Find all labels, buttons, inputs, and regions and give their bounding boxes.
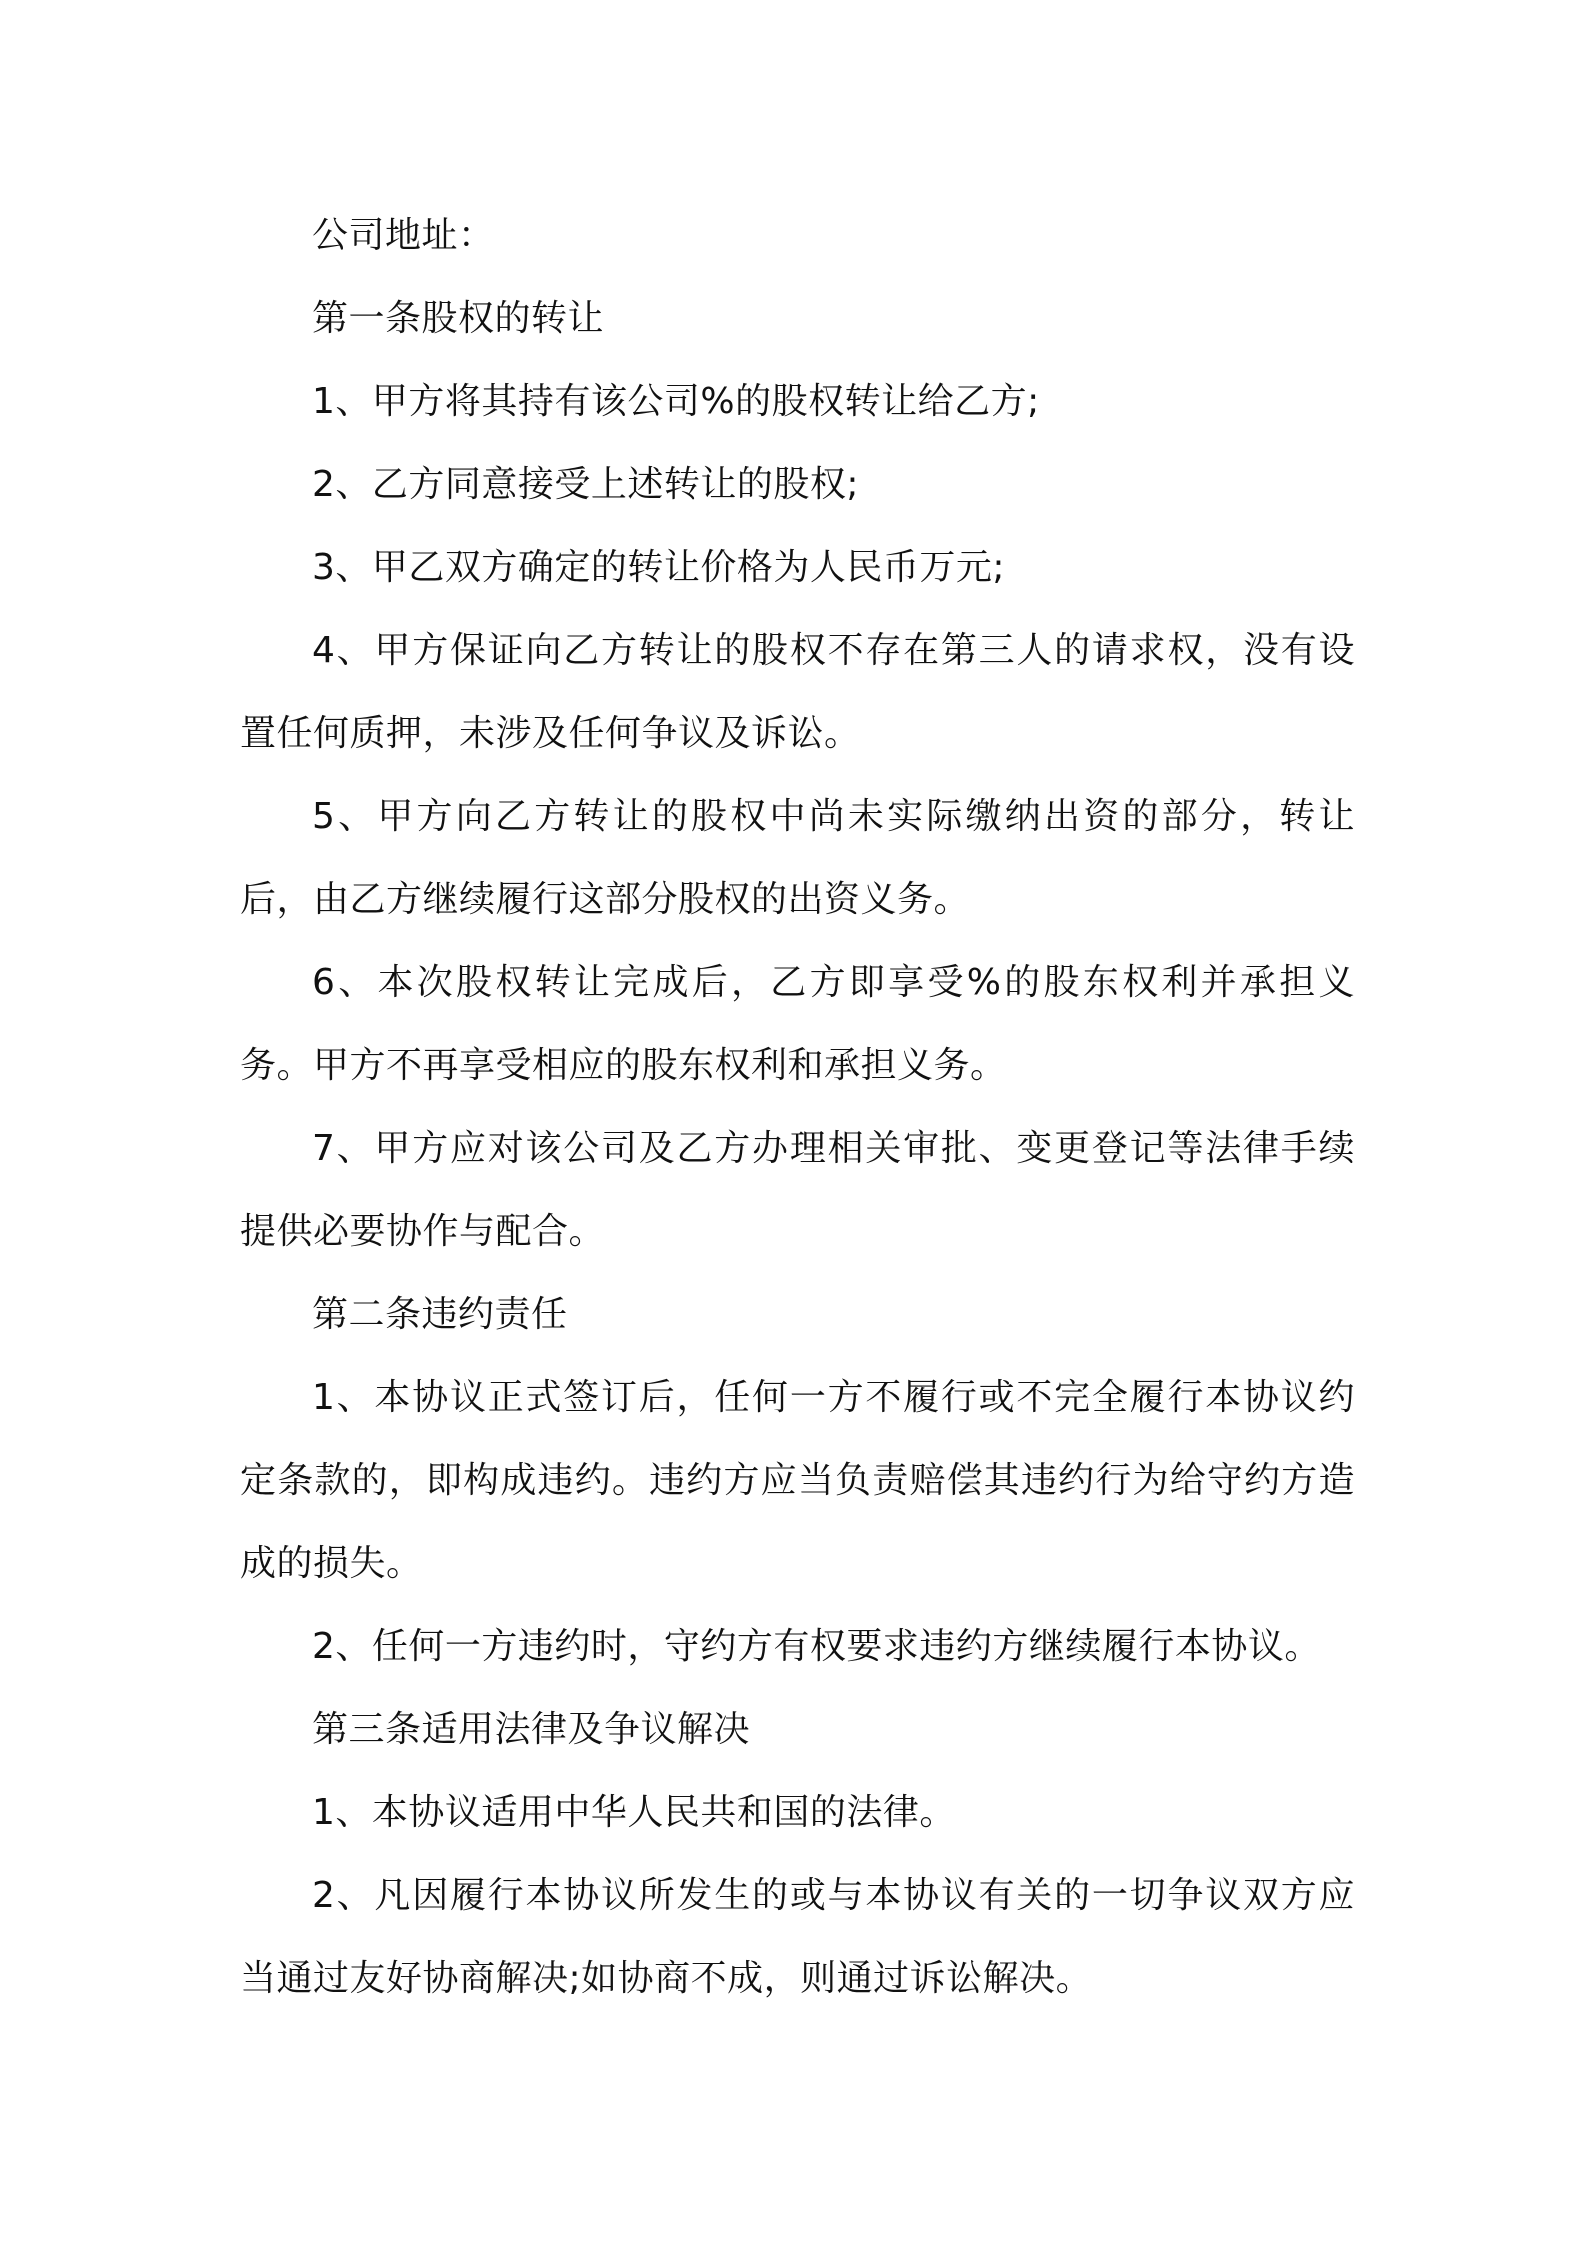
article-3-heading: 第三条适用法律及争议解决	[312, 1709, 751, 1750]
article-3-clause-1: 1、本协议适用中华人民共和国的法律。	[312, 1792, 956, 1833]
document-body	[240, 194, 1355, 2020]
article-1-clause-4: 4、甲方保证向乙方转让的股权不存在第三人的请求权，没有设置任何质押，未涉及任何争议及诉讼。	[240, 630, 1355, 754]
article-1-heading: 第一条股权的转让	[312, 298, 605, 339]
article-1-clause-3: 3、甲乙双方确定的转让价格为人民币万元;	[312, 547, 1006, 588]
article-2-heading: 第二条违约责任	[312, 1294, 568, 1335]
article-2-clause-1: 1、本协议正式签订后，任何一方不履行或不完全履行本协议约定条款的，即构成违约。违约方应当负责赔偿其违约行为给守约方造成的损失。	[240, 1377, 1355, 1584]
article-1-clause-1: 1、甲方将其持有该公司%的股权转让给乙方;	[312, 381, 1040, 422]
article-1-clause-5: 5、甲方向乙方转让的股权中尚未实际缴纳出资的部分，转让后，由乙方继续履行这部分股权的出资义务。	[240, 796, 1355, 920]
article-1-clause-2: 2、乙方同意接受上述转让的股权;	[312, 464, 860, 505]
article-1-clause-6: 6、本次股权转让完成后，乙方即享受%的股东权利并承担义务。甲方不再享受相应的股东权利和承担义务。	[240, 962, 1355, 1086]
article-3-clause-2: 2、凡因履行本协议所发生的或与本协议有关的一切争议双方应当通过友好协商解决;如协商不成，则通过诉讼解决。	[240, 1875, 1355, 1999]
company-address-line: 公司地址：	[312, 215, 495, 256]
article-1-clause-7: 7、甲方应对该公司及乙方办理相关审批、变更登记等法律手续提供必要协作与配合。	[240, 1128, 1355, 1252]
article-2-clause-2: 2、任何一方违约时，守约方有权要求违约方继续履行本协议。	[312, 1626, 1321, 1667]
